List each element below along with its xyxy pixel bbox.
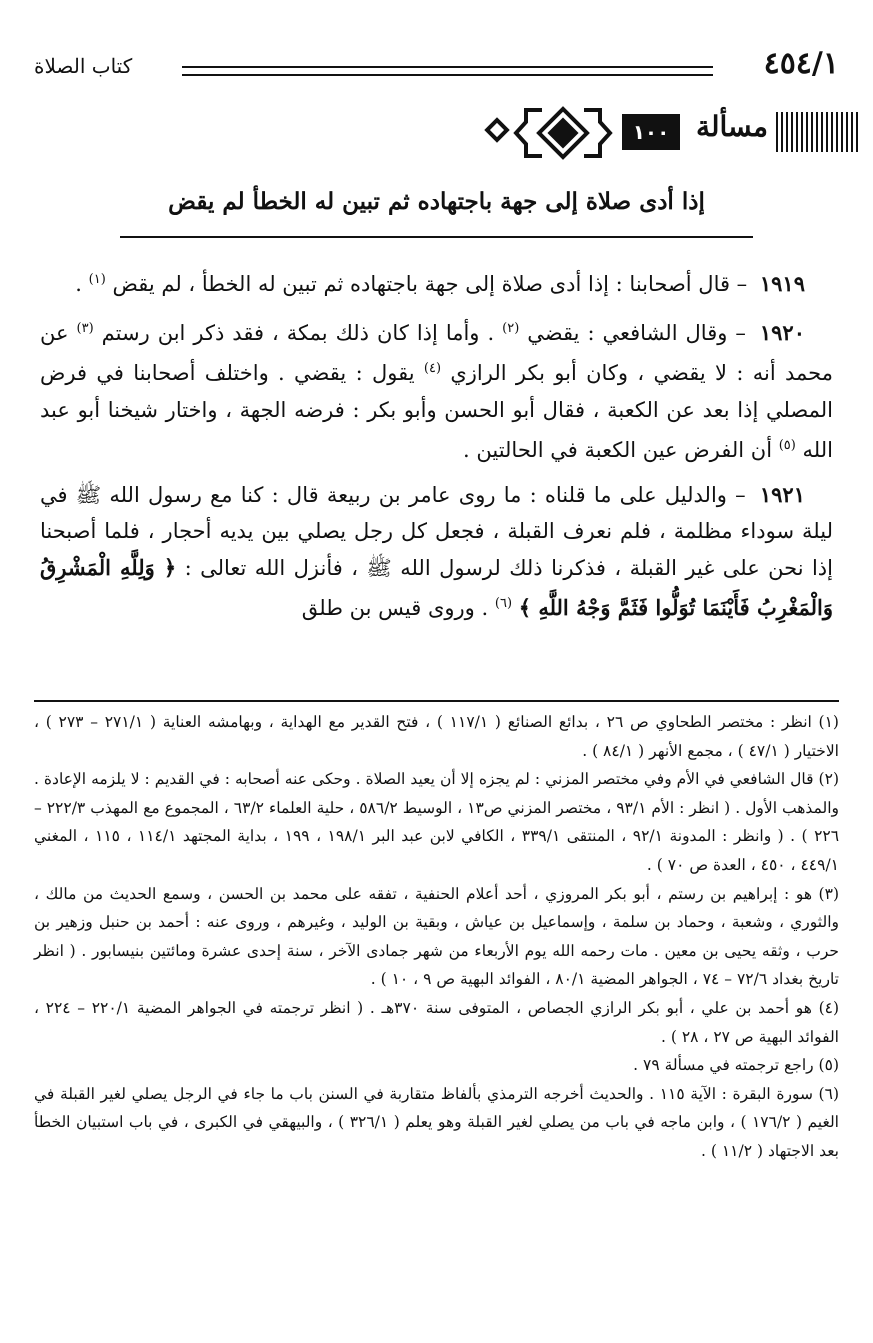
footnote-3: (٣) هو : إبراهيم بن رستم ، أبو بكر المروزي ، أحد أعلام الحنفية ، تفقه على محمد بن الحسن ، وسمع الحديث من مالك ، والثوري ، وشعبة ، وحماد بن سلمة ، وإسماعيل بن عياش ، وبقية بن الوليد ، وغيرهم ، وروى عنه : أحمد بن حنبل وزهير بن حرب ، وثقه يحيى بن معين . مات رحمه الله يوم الأربعاء من شهر جمادى الآخر ، سنة إحدى عشرة ومائتين بنيسابور . ( انظر تاريخ بغداد ٧٢/٦ – ٧٤ ، الجواهر المضية ٨٠/١ ، الفوائد البهية ص ٩ ، ١٠ ) .	[34, 884, 839, 989]
paragraph-number: ١٩٢٠	[759, 319, 805, 345]
paragraph-text: . وروى قيس بن طلق	[301, 596, 489, 620]
paragraph-text: أن الفرض عين الكعبة في الحالتين .	[463, 438, 773, 462]
paragraph-text: – والدليل على ما قلناه : ما روى عامر بن ربيعة قال : كنا مع رسول الله ﷺ في ليلة سوداء مظلمة ، فلم نعرف القبلة ، فجعل كل رجل يصلي بين يديه أحجار ، فلما أصبحنا إذا نحن على غير القبلة ، فذكرنا ذلك لرسول الله ﷺ ، فأنزل الله تعالى :	[40, 482, 833, 580]
masala-number: ١٠٠	[632, 120, 670, 144]
masala-number-box	[622, 114, 680, 150]
footnote-5: (٥) راجع ترجمته في مسألة ٧٩ .	[633, 1056, 839, 1075]
paragraph-text: يقول : يقضي . واختلف أصحابنا في فرض المصلي إذا بعد عن الكعبة ، فقال أبو الحسن وأبو بكر : فرضه الجهة ، واختار شيخنا أبو عبد الله	[40, 361, 833, 462]
paragraph-text: .	[75, 272, 82, 296]
masala-label: مسألة	[695, 110, 768, 143]
paragraph-text: . وأما إذا كان ذلك بمكة ، فقد ذكر ابن رستم	[101, 320, 495, 345]
paragraph-text: – قال أصحابنا : إذا أدى صلاة إلى جهة باجتهاده ثم تبين له الخطأ ، لم يقض	[112, 272, 748, 296]
footnote-ref: (٣)	[76, 320, 94, 336]
paragraph-text: – وقال الشافعي : يقضي	[527, 320, 746, 345]
quran-verse: ﴿ وَلِلَّهِ الْمَشْرِقُ وَالْمَغْرِبُ فَأَيْنَمَا تُوَلُّوا فَثَمَّ وَجْهُ اللَّهِ ﴾	[40, 554, 833, 620]
footnote-2: (٢) قال الشافعي في الأم وفي مختصر المزني : لم يجزه إلا أن يعيد الصلاة . وحكى عنه أصحابه : في القديم : لا يلزمه الإعادة . والمذهب الأول . ( انظر : الأم ٩٣/١ ، مختصر المزني ص١٣ ، الوسيط ٥٨٦/٢ ، حلية العلماء ٦٣/٢ ، المجموع مع المهذب ٢٢٢/٣ – ٢٢٦ ) . ( وانظر : المدونة ٩٢/١ ، المنتقى ٣٣٩/١ ، الكافي لابن عبد البر ١٩٨/١ ، ١٩٩ ، بداية المجتهد ١١٤/١ ، ١١٥ ، المغني ٤٤٩/١ ، ٤٥٠ ، العدة ص ٧٠ ) .	[34, 770, 840, 874]
paragraph-1919	[40, 262, 833, 303]
footnote-6: (٦) سورة البقرة : الآية ١١٥ . والحديث أخرجه الترمذي بألفاظ متقاربة في السنن باب ما جاء في الرجل يصلي لغير القبلة في الغيم ( ١٧٦/٢ ) ، وابن ماجه في باب من يصلي لغير القبلة وهو يعلم ( ٣٢٦/١ ) ، والبيهقي في الكبرى ، في باب استبيان الخطأ بعد الاجتهاد ( ١١/٢ ) .	[34, 1084, 839, 1160]
geometric-ornament-icon	[484, 104, 614, 162]
paragraph-1921	[40, 477, 833, 627]
paragraph-number: ١٩٢١	[759, 481, 805, 507]
hatched-ornament	[776, 112, 860, 152]
paragraph-number: ١٩١٩	[759, 271, 805, 296]
footnote-divider	[34, 700, 839, 702]
footnote-4: (٤) هو أحمد بن علي ، أبو بكر الرازي الجصاص ، المتوفى سنة ٣٧٠هـ . ( انظر ترجمته في الجواهر المضية ٢٢٠/١ – ٢٢٤ ، الفوائد البهية ص ٢٧ ، ٢٨ ) .	[34, 998, 840, 1046]
footnote-ref: (٥)	[778, 438, 796, 453]
footnote-ref: (١)	[88, 272, 106, 287]
footnotes	[34, 708, 839, 1166]
footnote-ref: (٤)	[423, 361, 442, 376]
paragraph-1920	[40, 311, 833, 469]
page-number: ٤٥٤/١	[763, 46, 839, 81]
footnote-ref: (٦)	[494, 596, 513, 611]
running-header	[34, 46, 839, 86]
book-title: كتاب الصلاة	[34, 54, 133, 78]
footnote-ref: (٢)	[502, 320, 520, 336]
body-text	[40, 262, 833, 635]
masala-banner	[500, 104, 860, 162]
paragraph-text: عن محمد أنه : لا يقضي ، وكان أبو بكر الرازي	[40, 320, 833, 385]
title-underline	[120, 236, 753, 238]
header-double-rule	[182, 66, 713, 76]
section-title: إذا أدى صلاة إلى جهة باجتهاده ثم تبين له الخطأ لم يقض	[168, 188, 705, 215]
footnote-1: (١) انظر : مختصر الطحاوي ص ٢٦ ، بدائع الصنائع ( ١١٧/١ ) ، فتح القدير مع الهداية ، وبهامشه العناية ( ٢٧١/١ – ٢٧٣ ) ، الاختيار ( ٤٧/١ ) ، مجمع الأنهر ( ٨٤/١ ) .	[34, 713, 839, 760]
